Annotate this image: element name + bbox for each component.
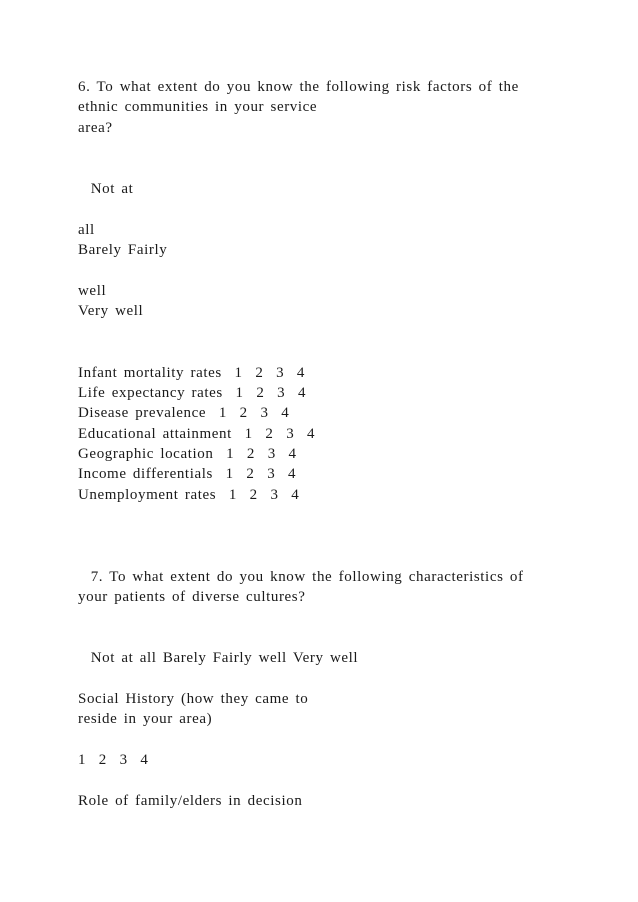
risk-factor-item-infant-mortality: Infant mortality rates 1 2 3 4: [78, 365, 306, 381]
risk-factor-item-disease-prevalence: Disease prevalence 1 2 3 4: [78, 405, 290, 421]
question-6-text-line-2: ethnic communities in your service: [78, 99, 318, 115]
question-7-scale: Not at all Barely Fairly well Very well: [78, 650, 359, 666]
risk-factor-item-life-expectancy: Life expectancy rates 1 2 3 4: [78, 385, 307, 401]
question-6-scale-line-2: all: [78, 222, 95, 238]
risk-factor-item-income-differentials: Income differentials 1 2 3 4: [78, 466, 297, 482]
risk-factor-item-unemployment-rates: Unemployment rates 1 2 3 4: [78, 487, 300, 503]
question-6-scale-line-1: Not at: [78, 181, 134, 197]
characteristic-item-social-history-line-1: Social History (how they came to: [78, 691, 309, 707]
risk-factor-item-educational-attainment: Educational attainment 1 2 3 4: [78, 426, 316, 442]
question-6-scale-line-4: well: [78, 283, 107, 299]
question-6-scale-line-3: Barely Fairly: [78, 242, 168, 258]
question-6-text-line-3: area?: [78, 120, 113, 136]
characteristic-item-social-history-line-2: reside in your area): [78, 711, 213, 727]
question-7-text-line-1: 7. To what extent do you know the following characteristics of: [78, 569, 524, 585]
characteristic-item-family-role-line-1: Role of family/elders in decision: [78, 793, 303, 809]
question-6-text-line-1: 6. To what extent do you know the following risk factors of the: [78, 79, 519, 95]
characteristic-item-social-history-ratings: 1 2 3 4: [78, 752, 149, 768]
question-7-text-line-2: your patients of diverse cultures?: [78, 589, 306, 605]
question-6-scale-line-5: Very well: [78, 303, 144, 319]
risk-factor-item-geographic-location: Geographic location 1 2 3 4: [78, 446, 297, 462]
